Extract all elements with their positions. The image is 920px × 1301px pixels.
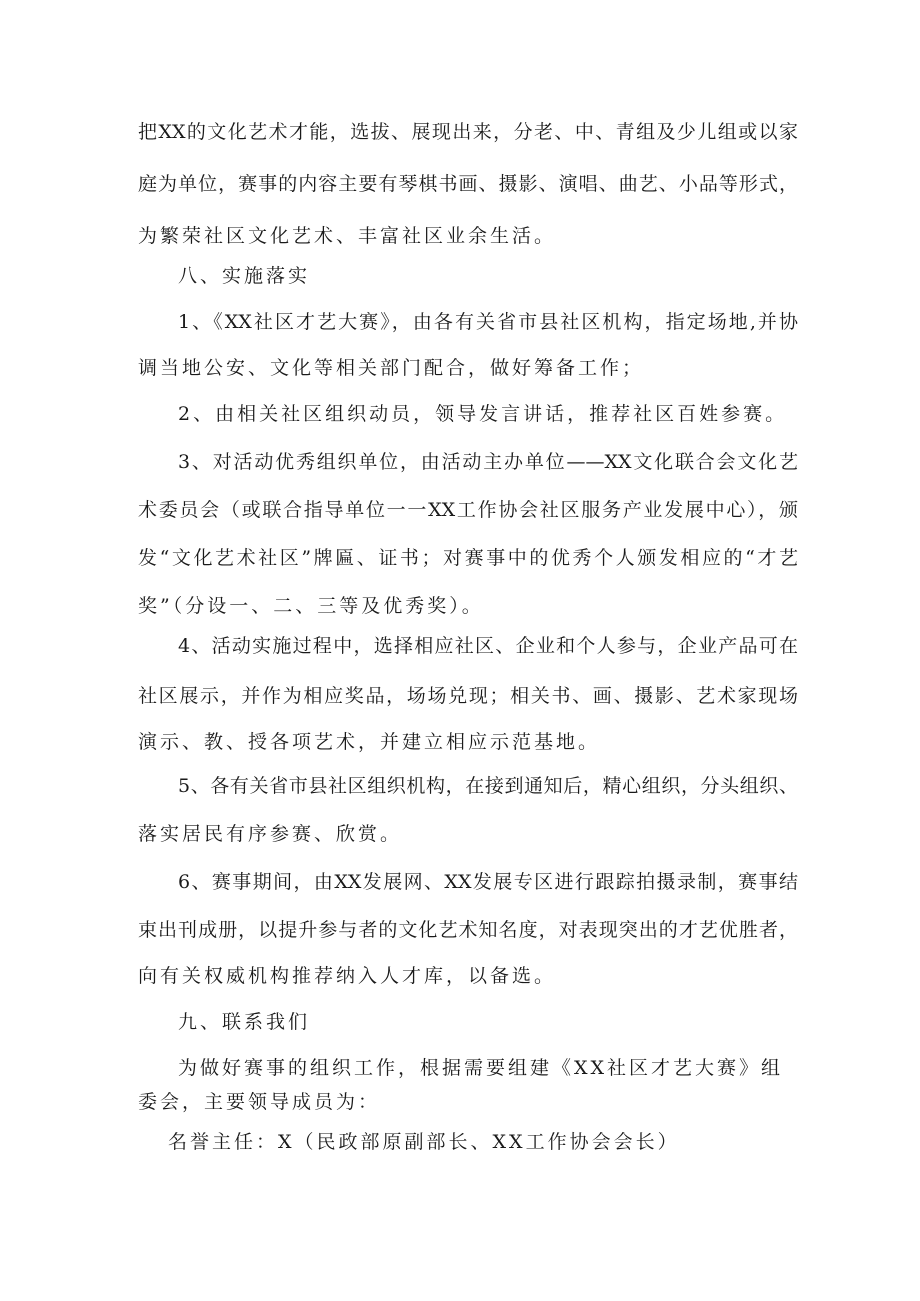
paragraph-line: 庭为单位，赛事的内容主要有琴棋书画、摄影、演唱、曲艺、小品等形式， — [138, 173, 798, 195]
paragraph-line: 发“文化艺术社区”牌匾、证书；对赛事中的优秀个人颁发相应的“才艺 — [138, 547, 798, 569]
paragraph-line: 1、《XX社区才艺大赛》，由各有关省市县社区机构，指定场地,并协 — [178, 311, 798, 333]
paragraph-line: 演示、教、授各项艺术，并建立相应示范基地。 — [138, 731, 601, 753]
paragraph-line: 2、由相关社区组织动员，领导发言讲话，推荐社区百姓参赛。 — [178, 403, 788, 425]
paragraph-line: 为繁荣社区文化艺术、丰富社区业余生活。 — [138, 225, 557, 247]
paragraph-line: 为做好赛事的组织工作，根据需要组建《XX社区才艺大赛》组 — [178, 1057, 784, 1079]
paragraph-line: 把XX的文化艺术才能，选拔、展现出来，分老、中、青组及少儿组或以家 — [138, 121, 798, 143]
paragraph-line: 向有关权威机构推荐纳入人才库，以备选。 — [138, 965, 557, 987]
paragraph-line: 束出刊成册，以提升参与者的文化艺术知名度，对表现突出的才艺优胜者， — [138, 919, 798, 941]
paragraph-line: 4、活动实施过程中，选择相应社区、企业和个人参与，企业产品可在 — [178, 635, 798, 657]
paragraph-line: 3、对活动优秀组织单位，由活动主办单位——XX文化联合会文化艺 — [178, 451, 798, 473]
paragraph-line: 调当地公安、文化等相关部门配合，做好筹备工作； — [138, 357, 645, 379]
paragraph-line: 奖”（分设一、二、三等及优秀奖）。 — [138, 595, 484, 617]
honorary-director-line: 名誉主任：X（民政部原副部长、XX工作协会会长） — [168, 1131, 680, 1153]
paragraph-line: 5、各有关省市县社区组织机构，在接到通知后，精心组织，分头组织、 — [178, 775, 798, 797]
paragraph-line: 社区展示，并作为相应奖品，场场兑现；相关书、画、摄影、艺术家现场 — [138, 685, 798, 707]
section-heading-implementation: 八、实施落实 — [178, 265, 311, 287]
paragraph-line: 落实居民有序参赛、欣赏。 — [138, 823, 403, 845]
section-heading-contact: 九、联系我们 — [178, 1011, 311, 1033]
paragraph-line: 术委员会（或联合指导单位一一XX工作协会社区服务产业发展中心），颁 — [138, 499, 798, 521]
paragraph-line: 6、赛事期间，由XX发展网、XX发展专区进行跟踪拍摄录制，赛事结 — [178, 871, 798, 893]
paragraph-line: 委会，主要领导成员为： — [138, 1091, 381, 1113]
